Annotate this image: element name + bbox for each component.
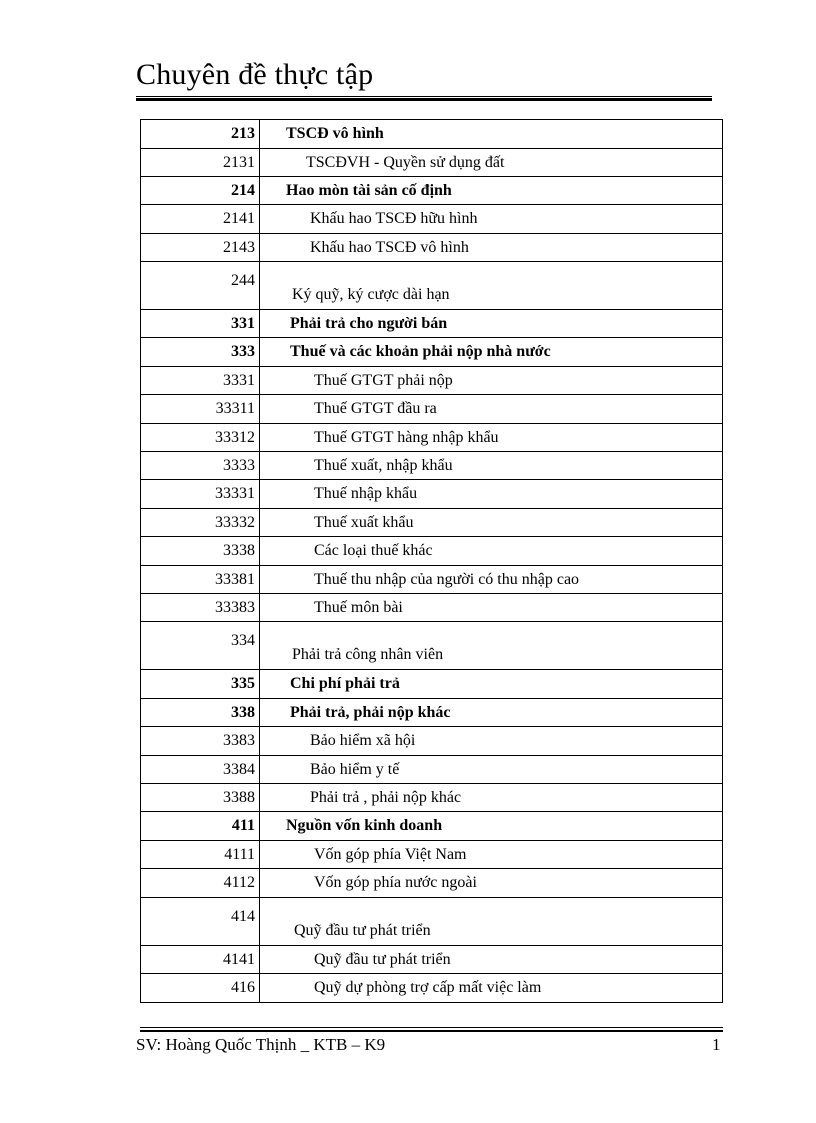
table-row: [141, 338, 723, 367]
account-code: 416: [141, 974, 260, 1003]
table-row: [141, 784, 723, 812]
table-row: [141, 974, 723, 1003]
account-code: 33331: [141, 480, 260, 509]
table-row: [141, 812, 723, 841]
account-code: 414: [141, 898, 260, 946]
account-code: 244: [141, 262, 260, 310]
page-number: 1: [712, 1035, 721, 1054]
table-row: [141, 452, 723, 480]
table-row: [141, 946, 723, 974]
table-row: [141, 756, 723, 784]
account-table-body: [141, 120, 723, 1003]
table-row: [141, 424, 723, 452]
account-code: 338: [141, 699, 260, 727]
account-code: 4111: [141, 841, 260, 869]
table-row: [141, 234, 723, 262]
account-name: Thuế GTGT đầu ra: [260, 395, 723, 424]
table-row: [141, 310, 723, 338]
account-name: Thuế xuất, nhập khẩu: [260, 452, 723, 480]
account-name: Thuế nhập khẩu: [260, 480, 723, 509]
account-name: Vốn góp phía Việt Nam: [260, 841, 723, 869]
account-code: 33381: [141, 566, 260, 594]
account-code: 4141: [141, 946, 260, 974]
table-row: [141, 670, 723, 699]
account-code: 3388: [141, 784, 260, 812]
account-name: Hao mòn tài sản cố định: [260, 177, 723, 205]
table-row: [141, 841, 723, 869]
table-row: [141, 727, 723, 756]
account-code: 2131: [141, 149, 260, 177]
table-row: [141, 594, 723, 622]
account-name: Vốn góp phía nước ngoài: [260, 869, 723, 898]
account-name: Nguồn vốn kinh doanh: [260, 812, 723, 841]
account-code: 411: [141, 812, 260, 841]
account-name: Quỹ đầu tư phát triển: [260, 946, 723, 974]
account-code: 33332: [141, 509, 260, 537]
table-row: [141, 869, 723, 898]
account-code: 213: [141, 120, 260, 149]
account-name: Thuế môn bài: [260, 594, 723, 622]
account-code: 3383: [141, 727, 260, 756]
account-code: 33383: [141, 594, 260, 622]
account-name: Khấu hao TSCĐ hữu hình: [260, 205, 723, 234]
account-name: Thuế và các khoản phải nộp nhà nước: [260, 338, 723, 367]
table-row: [141, 537, 723, 566]
table-row: [141, 262, 723, 310]
table-row: [141, 149, 723, 177]
account-name: Chi phí phải trả: [260, 670, 723, 699]
account-name: Các loại thuế khác: [260, 537, 723, 566]
account-code: 331: [141, 310, 260, 338]
table-row: [141, 699, 723, 727]
account-name: Bảo hiểm xã hội: [260, 727, 723, 756]
account-code: 334: [141, 622, 260, 670]
account-name: Khấu hao TSCĐ vô hình: [260, 234, 723, 262]
header-rule-thick: [136, 98, 712, 101]
footer-author: SV: Hoàng Quốc Thịnh _ KTB – K9: [136, 1035, 386, 1054]
account-name: Phải trả cho người bán: [260, 310, 723, 338]
table-row: [141, 367, 723, 395]
table-row: [141, 509, 723, 537]
account-name: Phải trả , phải nộp khác: [260, 784, 723, 812]
account-name: TSCĐVH - Quyền sử dụng đất: [260, 149, 723, 177]
table-row: [141, 566, 723, 594]
account-name: Phải trả công nhân viên: [260, 622, 723, 670]
account-code: 3331: [141, 367, 260, 395]
account-name: Phải trả, phải nộp khác: [260, 699, 723, 727]
account-code: 3333: [141, 452, 260, 480]
footer-rule-thick: [140, 1030, 723, 1032]
account-code: 3384: [141, 756, 260, 784]
table-row: [141, 622, 723, 670]
account-code: 2143: [141, 234, 260, 262]
account-code: 335: [141, 670, 260, 699]
table-row: [141, 898, 723, 946]
account-name: Thuế GTGT phải nộp: [260, 367, 723, 395]
account-name: Thuế xuất khẩu: [260, 509, 723, 537]
header-rule-thin: [136, 96, 712, 97]
account-name: Ký quỹ, ký cược dài hạn: [260, 262, 723, 310]
account-code: 333: [141, 338, 260, 367]
table-row: [141, 120, 723, 149]
account-code: 33312: [141, 424, 260, 452]
account-name: Thuế thu nhập của người có thu nhập cao: [260, 566, 723, 594]
account-code: 2141: [141, 205, 260, 234]
account-name: Bảo hiểm y tế: [260, 756, 723, 784]
account-code: 33311: [141, 395, 260, 424]
table-row: [141, 480, 723, 509]
account-name: Thuế GTGT hàng nhập khẩu: [260, 424, 723, 452]
table-row: [141, 177, 723, 205]
account-table: [140, 119, 723, 1003]
account-code: 4112: [141, 869, 260, 898]
table-row: [141, 205, 723, 234]
account-code: 3338: [141, 537, 260, 566]
account-name: Quỹ đầu tư phát triển: [260, 898, 723, 946]
account-code: 214: [141, 177, 260, 205]
page-title: Chuyên đề thực tập: [136, 58, 374, 91]
footer-rule-thin: [140, 1027, 723, 1028]
account-name: Quỹ dự phòng trợ cấp mất việc làm: [260, 974, 723, 1003]
account-name: TSCĐ vô hình: [260, 120, 723, 149]
table-row: [141, 395, 723, 424]
